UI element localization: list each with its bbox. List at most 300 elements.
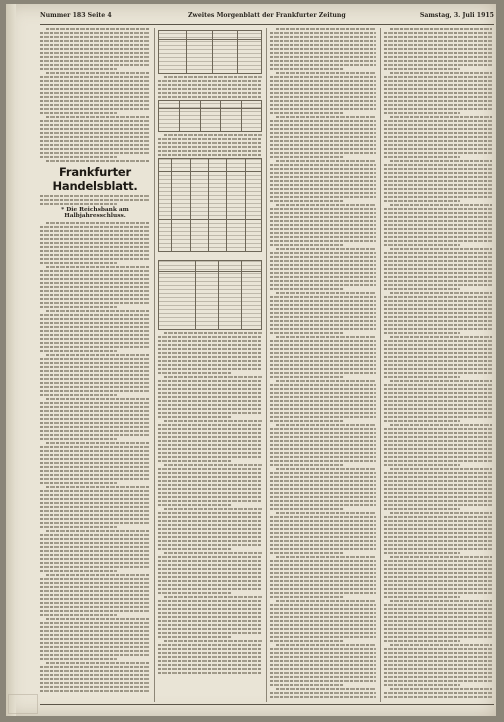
text-line xyxy=(270,288,344,290)
text-line xyxy=(40,100,150,102)
text-line xyxy=(40,298,150,300)
text-line xyxy=(164,332,262,334)
text-line xyxy=(40,350,117,352)
text-line xyxy=(384,308,492,310)
text-line xyxy=(390,688,492,690)
text-line xyxy=(270,476,376,478)
text-line xyxy=(270,460,376,462)
text-line xyxy=(270,656,376,658)
text-line xyxy=(384,572,492,574)
text-line xyxy=(270,352,376,354)
text-line xyxy=(270,572,376,574)
text-line xyxy=(270,608,376,610)
text-line xyxy=(384,560,492,562)
text-line xyxy=(384,276,492,278)
text-line xyxy=(46,618,150,620)
text-line xyxy=(384,448,492,450)
text-line xyxy=(158,400,262,402)
text-line xyxy=(158,142,262,144)
text-line xyxy=(390,116,492,118)
text-line xyxy=(270,168,376,170)
text-line xyxy=(158,592,231,594)
text-line xyxy=(384,168,492,170)
text-line xyxy=(384,432,492,434)
text-line xyxy=(158,340,262,342)
text-line xyxy=(384,568,492,570)
text-line xyxy=(40,646,150,648)
text-line xyxy=(40,330,150,332)
text-line xyxy=(40,234,150,236)
text-line xyxy=(384,356,492,358)
text-line xyxy=(384,496,492,498)
text-line xyxy=(158,616,262,618)
text-line xyxy=(384,392,492,394)
text-line xyxy=(158,80,262,82)
text-line xyxy=(384,456,492,458)
text-line xyxy=(384,488,492,490)
text-line xyxy=(384,52,492,54)
text-line xyxy=(270,156,344,158)
text-line xyxy=(40,410,150,412)
text-line xyxy=(40,294,150,296)
text-line xyxy=(384,436,492,438)
text-line xyxy=(270,500,376,502)
text-line xyxy=(384,668,492,670)
text-line xyxy=(270,544,376,546)
text-line xyxy=(270,592,376,594)
text-line xyxy=(158,484,262,486)
text-line xyxy=(158,344,262,346)
text-line xyxy=(276,72,376,74)
text-line xyxy=(270,272,376,274)
text-line xyxy=(40,502,150,504)
text-line xyxy=(40,270,150,272)
text-line xyxy=(158,456,262,458)
text-line xyxy=(40,550,150,552)
text-line xyxy=(384,408,492,410)
text-line xyxy=(40,506,150,508)
text-line xyxy=(384,208,492,210)
text-line xyxy=(40,462,150,464)
text-line xyxy=(40,518,150,520)
text-line xyxy=(158,556,262,558)
text-line xyxy=(40,622,150,624)
text-line xyxy=(384,108,492,110)
text-line xyxy=(158,154,262,156)
text-line xyxy=(158,628,262,630)
text-line xyxy=(270,680,376,682)
text-line xyxy=(270,188,376,190)
text-line xyxy=(390,380,492,382)
text-line xyxy=(390,556,492,558)
text-line xyxy=(40,366,150,368)
text-line xyxy=(158,348,262,350)
archive-stamp xyxy=(8,694,38,714)
text-line xyxy=(270,60,376,62)
text-line xyxy=(384,484,492,486)
text-line xyxy=(270,360,376,362)
text-line xyxy=(158,612,262,614)
text-line xyxy=(384,616,492,618)
header-rule xyxy=(40,24,494,25)
text-line xyxy=(270,612,376,614)
text-line xyxy=(270,92,376,94)
text-line xyxy=(40,326,150,328)
text-line xyxy=(384,136,492,138)
text-line xyxy=(40,286,150,288)
text-line xyxy=(384,328,492,330)
text-line xyxy=(270,580,376,582)
text-line xyxy=(384,404,492,406)
exchange-table xyxy=(158,30,262,74)
text-line xyxy=(164,376,262,378)
text-line xyxy=(40,598,150,600)
text-line xyxy=(270,300,376,302)
text-line xyxy=(384,192,492,194)
text-line xyxy=(270,472,376,474)
text-line xyxy=(384,124,492,126)
text-line xyxy=(270,364,376,366)
text-line xyxy=(40,482,117,484)
text-line xyxy=(40,434,150,436)
text-line xyxy=(270,652,376,654)
page-header xyxy=(40,12,494,24)
text-line xyxy=(270,576,376,578)
text-line xyxy=(40,578,150,580)
text-line xyxy=(384,332,460,334)
text-line xyxy=(384,180,492,182)
text-line xyxy=(276,380,376,382)
text-line xyxy=(40,132,150,134)
text-line xyxy=(40,226,150,228)
text-line xyxy=(390,292,492,294)
text-line xyxy=(270,112,344,114)
text-line xyxy=(40,466,150,468)
text-line xyxy=(164,596,262,598)
text-line xyxy=(158,536,262,538)
text-line xyxy=(40,674,150,676)
metal-table xyxy=(158,260,262,330)
text-line xyxy=(384,364,492,366)
text-line xyxy=(384,508,460,510)
text-line xyxy=(384,40,492,42)
text-line xyxy=(276,160,376,162)
text-line xyxy=(270,124,376,126)
text-line xyxy=(384,564,492,566)
text-line xyxy=(270,356,376,358)
text-line xyxy=(384,304,492,306)
text-line xyxy=(270,244,344,246)
text-line xyxy=(384,68,460,70)
text-line xyxy=(384,148,492,150)
text-line xyxy=(40,274,150,276)
column-separator xyxy=(380,28,381,702)
text-line xyxy=(270,132,376,134)
text-line xyxy=(270,540,376,542)
text-line xyxy=(384,240,492,242)
text-line xyxy=(158,540,262,542)
text-line xyxy=(270,316,376,318)
text-line xyxy=(270,224,376,226)
text-line xyxy=(270,372,376,374)
text-line xyxy=(384,184,492,186)
text-line xyxy=(270,412,376,414)
bank-return-table xyxy=(158,158,262,252)
text-line xyxy=(390,512,492,514)
text-line xyxy=(40,654,150,656)
text-line xyxy=(384,340,492,342)
text-line xyxy=(384,132,492,134)
text-line xyxy=(384,388,492,390)
text-line xyxy=(270,648,376,650)
text-line xyxy=(270,240,376,242)
text-line xyxy=(384,316,492,318)
text-line xyxy=(40,342,150,344)
text-line xyxy=(270,304,376,306)
text-line xyxy=(158,476,262,478)
text-line xyxy=(164,464,262,466)
text-line xyxy=(158,624,262,626)
text-line xyxy=(270,120,376,122)
text-line xyxy=(390,28,492,30)
text-line xyxy=(46,486,150,488)
text-line xyxy=(40,394,117,396)
text-line xyxy=(384,128,492,130)
text-line xyxy=(40,534,150,536)
text-line xyxy=(158,448,262,450)
text-line xyxy=(164,508,262,510)
newspaper-page xyxy=(6,4,496,716)
text-line xyxy=(40,554,150,556)
text-line xyxy=(384,268,492,270)
text-line xyxy=(384,520,492,522)
text-line xyxy=(384,592,492,594)
text-line xyxy=(270,588,376,590)
text-line xyxy=(270,96,376,98)
text-line xyxy=(270,664,376,666)
text-line xyxy=(158,452,262,454)
text-line xyxy=(40,602,150,604)
text-line xyxy=(384,172,492,174)
text-line xyxy=(384,528,492,530)
text-line xyxy=(40,112,117,114)
text-line xyxy=(270,44,376,46)
text-line xyxy=(158,504,231,506)
text-line xyxy=(158,360,262,362)
text-line xyxy=(384,296,492,298)
text-line xyxy=(40,334,150,336)
text-line xyxy=(270,220,376,222)
text-line xyxy=(40,430,150,432)
text-line xyxy=(158,500,262,502)
text-line xyxy=(384,96,492,98)
text-line xyxy=(40,438,117,440)
text-line xyxy=(270,264,376,266)
text-line xyxy=(40,238,150,240)
text-line xyxy=(158,84,262,86)
text-line xyxy=(390,600,492,602)
text-line xyxy=(40,120,150,122)
text-line xyxy=(270,464,344,466)
text-line xyxy=(384,112,460,114)
text-line xyxy=(270,524,376,526)
text-line xyxy=(40,108,150,110)
text-line xyxy=(270,88,376,90)
column-3 xyxy=(270,28,376,702)
text-line xyxy=(164,552,262,554)
text-line xyxy=(270,68,344,70)
text-line xyxy=(158,668,262,670)
text-line xyxy=(40,610,150,612)
text-line xyxy=(384,400,492,402)
text-line xyxy=(384,612,492,614)
text-line xyxy=(158,576,262,578)
text-line xyxy=(158,664,262,666)
text-line xyxy=(384,460,492,462)
text-line xyxy=(384,352,492,354)
text-line xyxy=(270,684,344,686)
text-line xyxy=(158,584,262,586)
text-line xyxy=(40,32,150,34)
text-line xyxy=(384,656,492,658)
text-line xyxy=(270,488,376,490)
text-line xyxy=(46,398,150,400)
text-line xyxy=(270,104,376,106)
text-line xyxy=(384,684,460,686)
text-line xyxy=(384,652,492,654)
text-line xyxy=(158,428,262,430)
text-line xyxy=(270,692,376,694)
text-line xyxy=(40,418,150,420)
text-line xyxy=(270,128,376,130)
text-line xyxy=(384,320,492,322)
text-line xyxy=(40,422,150,424)
text-line xyxy=(270,136,376,138)
text-line xyxy=(276,512,376,514)
text-line xyxy=(276,424,376,426)
text-line xyxy=(270,620,376,622)
text-line xyxy=(158,560,262,562)
text-line xyxy=(384,104,492,106)
text-line xyxy=(270,180,376,182)
text-line xyxy=(270,256,376,258)
text-line xyxy=(158,92,262,94)
text-line xyxy=(270,636,376,638)
text-line xyxy=(384,312,492,314)
text-line xyxy=(158,648,262,650)
text-line xyxy=(40,390,150,392)
text-line xyxy=(40,562,150,564)
text-line xyxy=(270,232,376,234)
text-line xyxy=(270,596,344,598)
text-line xyxy=(40,582,150,584)
text-line xyxy=(384,120,492,122)
text-line xyxy=(40,128,150,130)
text-line xyxy=(270,624,376,626)
text-line xyxy=(40,678,150,680)
text-line xyxy=(40,242,150,244)
text-line xyxy=(384,48,492,50)
text-line xyxy=(40,104,150,106)
text-line xyxy=(384,224,492,226)
text-line xyxy=(384,420,460,422)
text-line xyxy=(390,468,492,470)
text-line xyxy=(40,322,150,324)
text-line xyxy=(164,420,262,422)
text-line xyxy=(384,284,492,286)
text-line xyxy=(40,522,150,524)
masthead-title: Zweites Morgenblatt der Frankfurter Zeitung xyxy=(188,12,346,19)
text-line xyxy=(40,638,150,640)
text-line xyxy=(270,200,344,202)
text-line xyxy=(270,344,376,346)
text-line xyxy=(270,144,376,146)
text-line xyxy=(40,538,150,540)
text-line xyxy=(40,60,150,62)
text-line xyxy=(270,148,376,150)
text-line xyxy=(158,460,231,462)
text-line xyxy=(270,32,376,34)
text-line xyxy=(384,536,492,538)
text-line xyxy=(270,164,376,166)
text-line xyxy=(384,396,492,398)
text-line xyxy=(270,568,376,570)
text-line xyxy=(158,580,262,582)
text-line xyxy=(40,314,150,316)
text-line xyxy=(276,116,376,118)
text-line xyxy=(158,444,262,446)
text-line xyxy=(40,302,150,304)
text-line xyxy=(270,40,376,42)
text-line xyxy=(384,540,492,542)
text-line xyxy=(40,140,150,142)
text-line xyxy=(40,510,150,512)
text-line xyxy=(158,496,262,498)
text-line xyxy=(384,604,492,606)
text-line xyxy=(40,570,117,572)
text-line xyxy=(40,136,150,138)
column-4 xyxy=(384,28,492,702)
text-line xyxy=(384,620,492,622)
text-line xyxy=(270,564,376,566)
text-line xyxy=(384,60,492,62)
text-line xyxy=(384,64,492,66)
text-line xyxy=(158,652,262,654)
text-line xyxy=(384,80,492,82)
text-line xyxy=(270,196,376,198)
text-line xyxy=(270,252,376,254)
text-line xyxy=(384,280,492,282)
text-line xyxy=(40,278,150,280)
text-line xyxy=(384,428,492,430)
text-line xyxy=(40,458,150,460)
text-line xyxy=(40,686,150,688)
text-line xyxy=(384,552,460,554)
text-line xyxy=(158,392,262,394)
text-line xyxy=(40,490,150,492)
text-line xyxy=(158,368,262,370)
text-line xyxy=(384,324,492,326)
text-line xyxy=(270,36,376,38)
text-line xyxy=(384,384,492,386)
text-line xyxy=(270,628,376,630)
text-line xyxy=(40,306,117,308)
text-line xyxy=(40,670,150,672)
text-line xyxy=(384,272,492,274)
text-line xyxy=(384,56,492,58)
column-2 xyxy=(158,28,262,702)
text-line xyxy=(158,524,262,526)
